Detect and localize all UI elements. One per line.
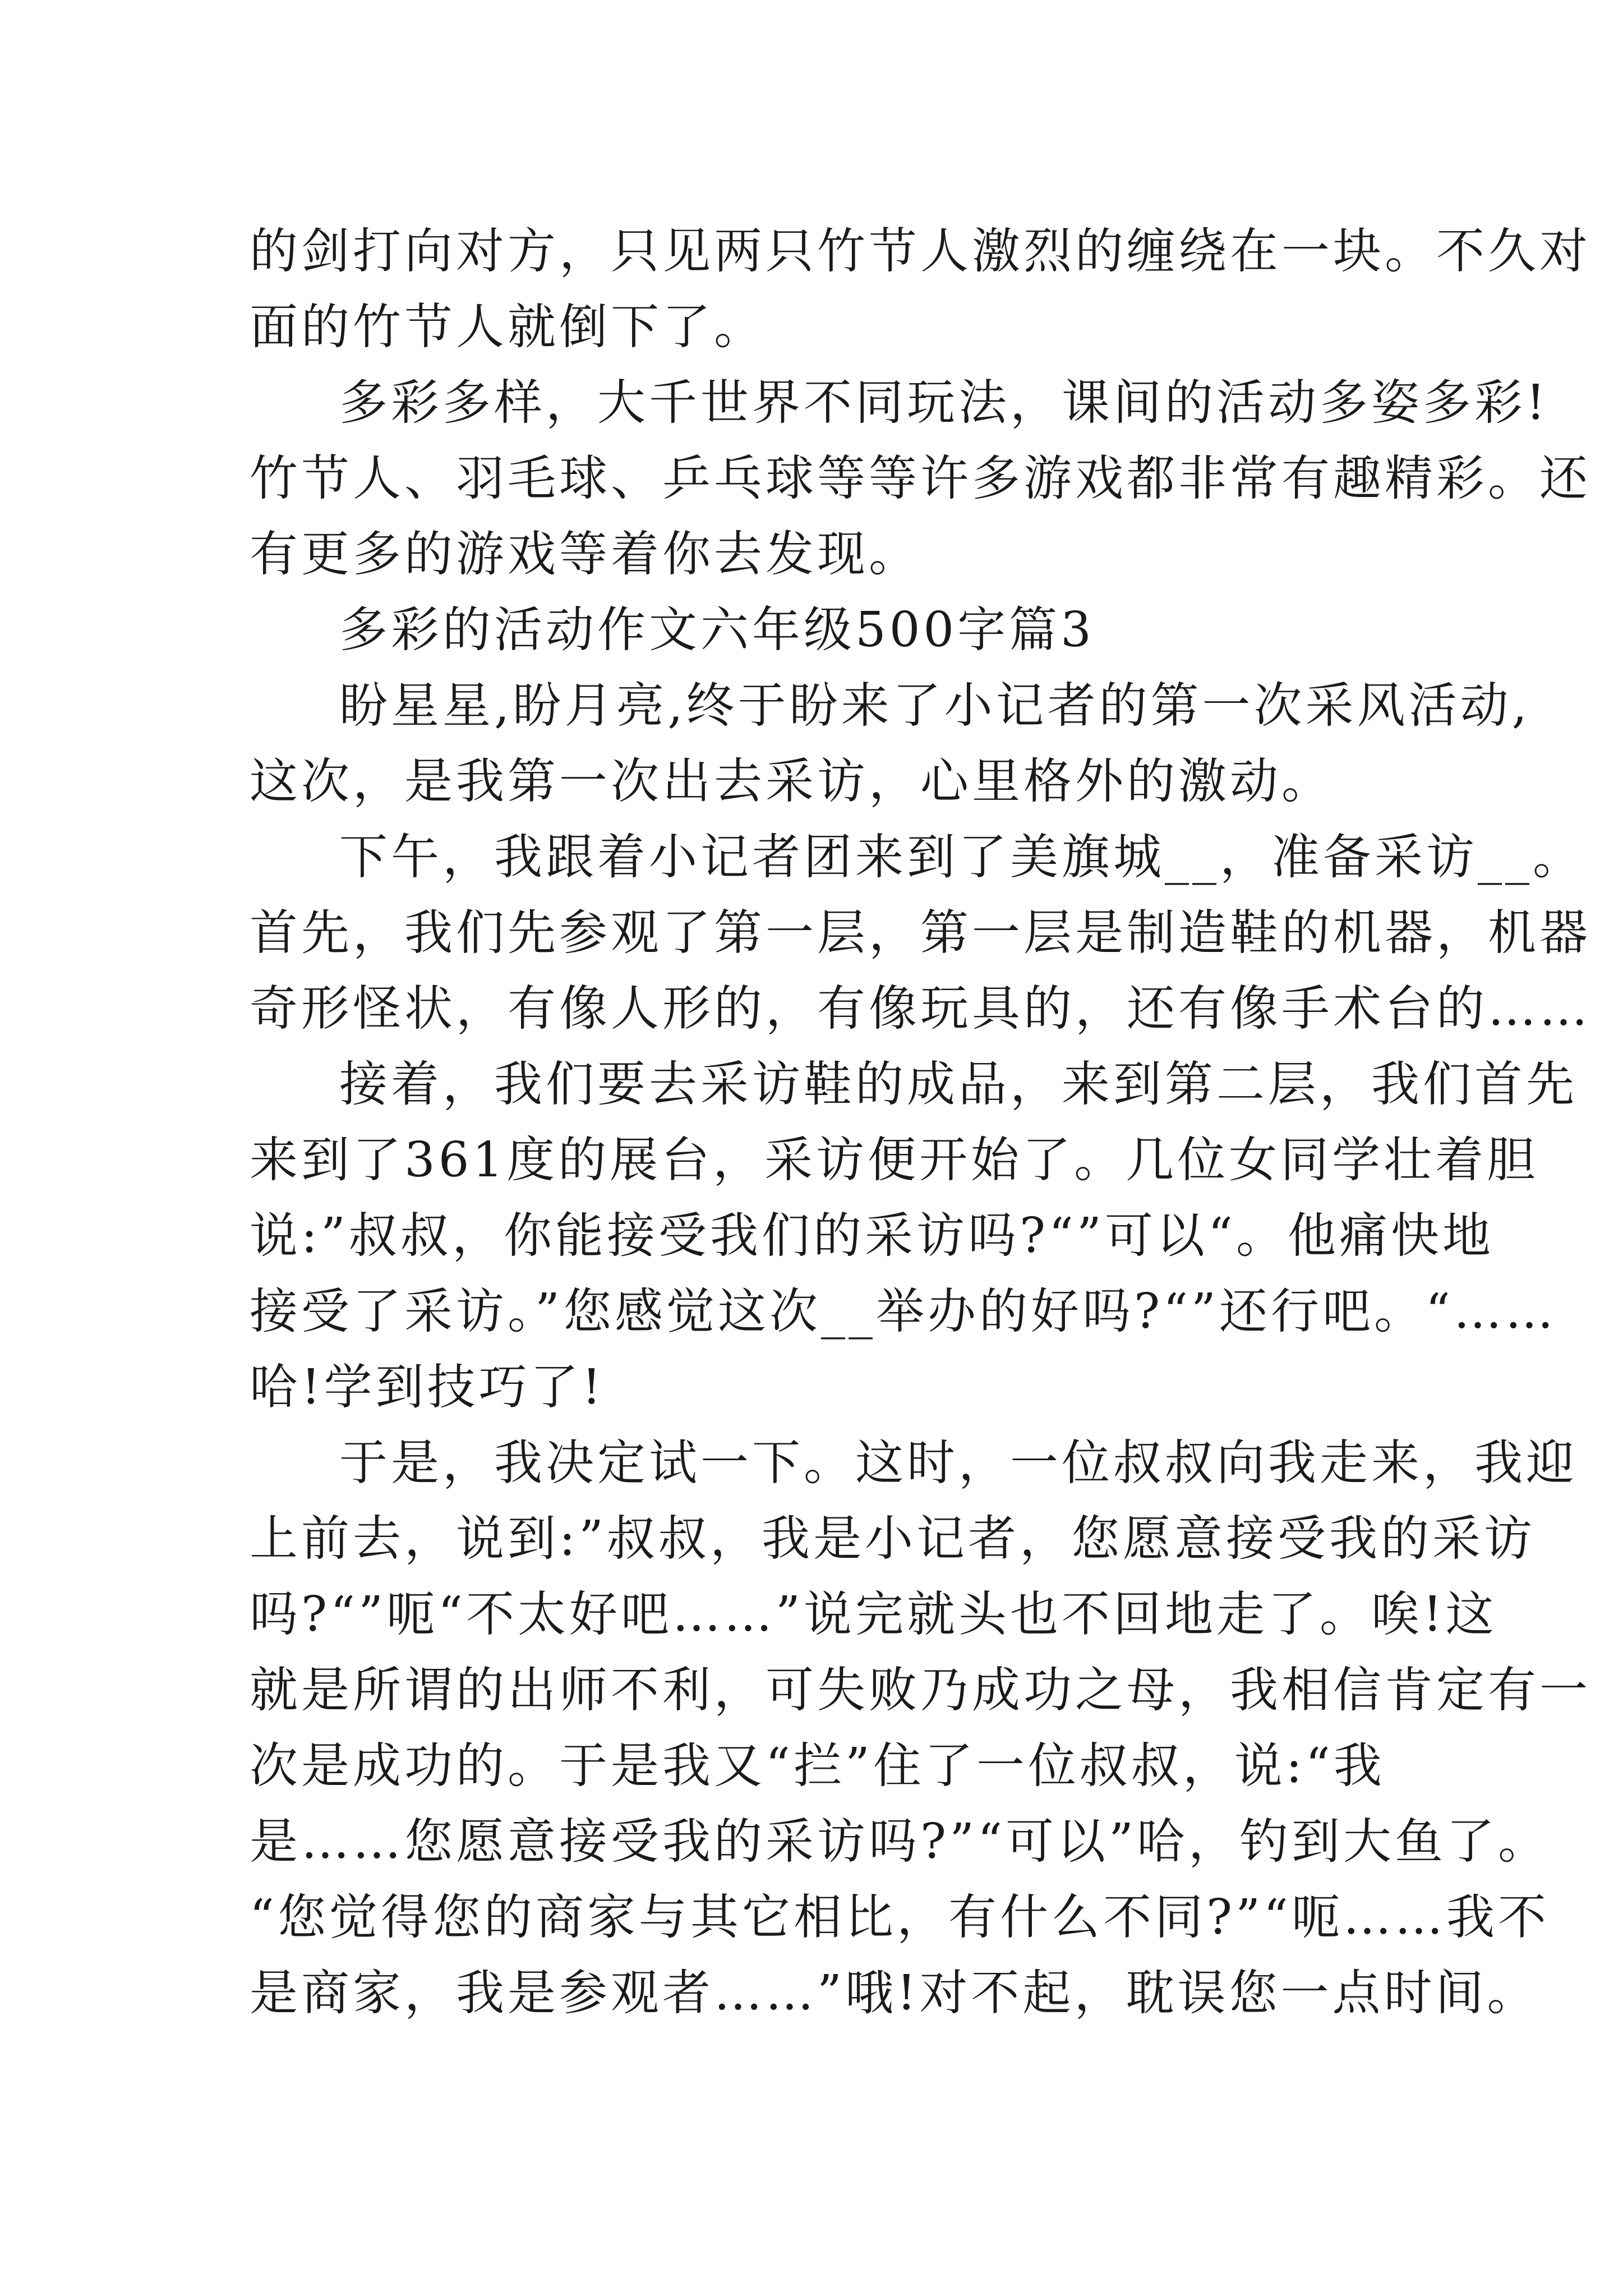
text-line: “您觉得您的商家与其它相比，有什么不同?”“呃……我不 bbox=[250, 1889, 1550, 1945]
section-heading: 多彩的活动作文六年级500字篇3 bbox=[339, 602, 1095, 658]
text-line: 盼星星,盼月亮,终于盼来了小记者的第一次采风活动, bbox=[339, 678, 1531, 734]
text-line: 接受了采访。”您感觉这次__举办的好吗?“”还行吧。“…… bbox=[250, 1283, 1557, 1340]
text-line: 哈!学到技巧了! bbox=[250, 1359, 605, 1415]
text-line: 次是成功的。于是我又“拦”住了一位叔叔，说:“我 bbox=[250, 1738, 1385, 1794]
text-line: 就是所谓的出师不利，可失败乃成功之母，我相信肯定有一 bbox=[250, 1662, 1591, 1718]
text-line: 这次，是我第一次出去采访，心里格外的激动。 bbox=[250, 753, 1333, 809]
text-line: 来到了361度的展台，采访便开始了。几位女同学壮着胆 bbox=[250, 1132, 1539, 1188]
text-line: 多彩多样，大千世界不同玩法，课间的活动多姿多彩! bbox=[339, 375, 1549, 431]
text-line: 的剑打向对方，只见两只竹节人激烈的缠绕在一块。不久对 bbox=[250, 223, 1591, 279]
text-line: 下午，我跟着小记者团来到了美旗城__，准备采访__。 bbox=[339, 829, 1584, 885]
text-line: 吗?“”呃“不太好吧……”说完就头也不回地走了。唉!这 bbox=[250, 1586, 1497, 1642]
text-line: 是……您愿意接受我的采访吗?”“可以”哈，钓到大鱼了。 bbox=[250, 1814, 1550, 1870]
text-line: 有更多的游戏等着你去发现。 bbox=[250, 526, 920, 582]
text-line: 竹节人、羽毛球、乒乓球等等许多游戏都非常有趣精彩。还 bbox=[250, 450, 1591, 507]
text-line: 首先，我们先参观了第一层，第一层是制造鞋的机器，机器 bbox=[250, 905, 1591, 961]
text-line: 奇形怪状，有像人形的，有像玩具的，还有像手术台的…… bbox=[250, 981, 1591, 1037]
text-line: 说:”叔叔，你能接受我们的采访吗?“”可以“。他痛快地 bbox=[250, 1208, 1494, 1264]
text-line: 是商家，我是参观者……”哦!对不起，耽误您一点时间。 bbox=[250, 1965, 1539, 2021]
text-line: 于是，我决定试一下。这时，一位叔叔向我走来，我迎 bbox=[339, 1435, 1578, 1491]
text-line: 上前去，说到:”叔叔，我是小记者，您愿意接受我的采访 bbox=[250, 1511, 1536, 1567]
text-line: 接着，我们要去采访鞋的成品，来到第二层，我们首先 bbox=[339, 1056, 1578, 1112]
text-line: 面的竹节人就倒下了。 bbox=[250, 299, 766, 355]
